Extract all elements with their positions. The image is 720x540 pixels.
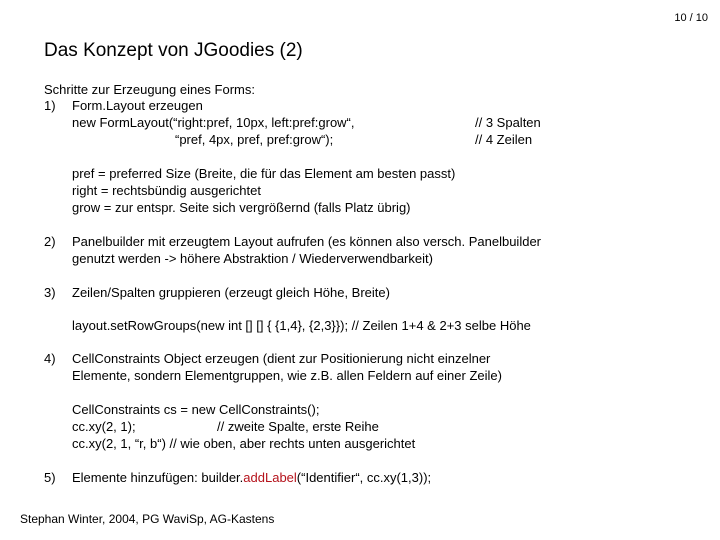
step3-number: 3) — [44, 285, 56, 300]
page-number: 10 / 10 — [674, 12, 708, 24]
step3-text: Zeilen/Spalten gruppieren (erzeugt gleich Höhe, Breite) — [72, 285, 390, 300]
step1-text: Form.Layout erzeugen — [72, 98, 203, 113]
intro-text: Schritte zur Erzeugung eines Forms: — [44, 82, 255, 97]
step1-code-comment1: // 3 Spalten — [475, 115, 541, 130]
step2-line1: Panelbuilder mit erzeugtem Layout aufrufen (es können also versch. Panelbuilder — [72, 234, 541, 249]
step4-code-line3: cc.xy(2, 1, “r, b“) // wie oben, aber rechts unten ausgerichtet — [72, 436, 416, 451]
step5-line — [72, 470, 431, 486]
step5-prefix: Elemente hinzufügen: builder. — [72, 470, 244, 485]
step4-line2: Elemente, sondern Elementgruppen, wie z.B. allen Feldern auf einer Zeile) — [72, 368, 502, 383]
step2-line2: genutzt werden -> höhere Abstraktion / Wiederverwendbarkeit) — [72, 251, 433, 266]
step4-code-comment2: // zweite Spalte, erste Reihe — [217, 419, 379, 434]
step4-code-line2: cc.xy(2, 1); — [72, 419, 136, 434]
step4-number: 4) — [44, 351, 56, 366]
step5-highlight-addlabel: addLabel — [243, 470, 297, 485]
step1-code-line1: new FormLayout(“right:pref, 10px, left:pref:grow“, — [72, 115, 355, 130]
step2-number: 2) — [44, 234, 56, 249]
step5-number: 5) — [44, 470, 56, 485]
slide-title: Das Konzept von JGoodies (2) — [44, 40, 303, 61]
step1-note-right: right = rechtsbündig ausgerichtet — [72, 183, 261, 198]
step1-note-pref: pref = preferred Size (Breite, die für das Element am besten passt) — [72, 166, 456, 181]
step1-note-grow: grow = zur entspr. Seite sich vergrößernd (falls Platz übrig) — [72, 200, 411, 215]
step5-suffix: (“Identifier“, cc.xy(1,3)); — [296, 470, 432, 485]
step4-code-line1: CellConstraints cs = new CellConstraints(); — [72, 402, 320, 417]
step4-line1: CellConstraints Object erzeugen (dient zur Positionierung nicht einzelner — [72, 351, 491, 366]
step1-code-comment2: // 4 Zeilen — [475, 132, 533, 147]
step1-code-line2: “pref, 4px, pref, pref:grow“); — [175, 132, 334, 147]
step1-number: 1) — [44, 98, 56, 113]
step3-code: layout.setRowGroups(new int [] [] { {1,4}, {2,3}}); // Zeilen 1+4 & 2+3 selbe Höhe — [72, 318, 531, 333]
slide-footer: Stephan Winter, 2004, PG WaviSp, AG-Kastens — [20, 512, 275, 526]
